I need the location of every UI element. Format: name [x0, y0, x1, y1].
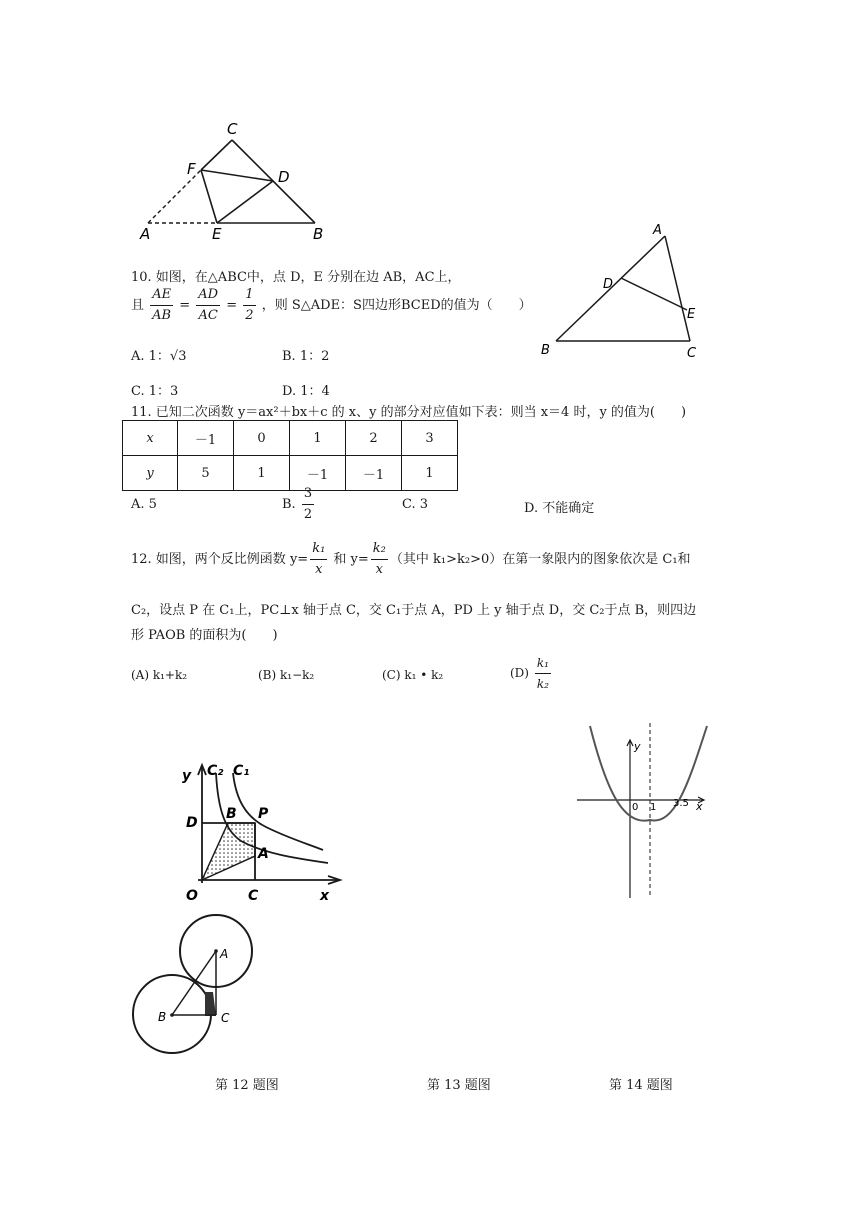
label-C: C — [221, 1011, 230, 1025]
axis-label-x: x — [320, 888, 330, 904]
label-D: D — [603, 277, 614, 292]
fig14-parabola-graph — [572, 718, 712, 900]
q12-d-num: k₁ — [535, 653, 551, 674]
curve-label-c2: C₂ — [207, 763, 224, 779]
q10-fraction-ae-ab — [150, 285, 173, 326]
fold-triangle-figure — [130, 118, 340, 243]
q10-eq2: = — [226, 298, 238, 313]
tick-label-three-five: 3.5 — [673, 798, 689, 809]
q12-f2-den: x — [375, 562, 384, 577]
q12-f2-num: k₂ — [371, 539, 388, 560]
q10-stem-line1: 10. 如图，在△ABC中，点 D，E 分别在边 AB，AC上， — [131, 270, 461, 285]
q12-option-d-label: (D) — [510, 666, 529, 680]
parabola-curve — [590, 726, 707, 821]
axis-label-y: y — [182, 768, 192, 784]
q12-stem-line1 — [131, 539, 691, 580]
q12-option-d-fraction — [535, 653, 551, 694]
label-O: O — [186, 888, 198, 904]
q12-d-den: k₂ — [536, 677, 549, 691]
axis-label-y: y — [634, 740, 641, 753]
q12-option-d — [510, 653, 553, 694]
q10-fraction-ad-ac — [196, 285, 220, 326]
label-B: B — [541, 343, 550, 358]
fig12-hyperbola-diagram — [178, 755, 358, 905]
label-B: B — [313, 225, 324, 243]
q11-option-c: C. 3 — [402, 497, 429, 512]
label-A: A — [140, 225, 151, 243]
q12-stem-post: （其中 k₁>k₂>0）在第一象限内的图象依次是 C₁和 — [389, 552, 691, 567]
tick-label-one: 1 — [650, 802, 657, 813]
table-cell: －1 — [178, 421, 234, 456]
label-B: B — [158, 1010, 167, 1024]
q10-option-a: A. 1：√3 — [131, 349, 187, 364]
q12-option-a: (A) k₁+k₂ — [131, 668, 188, 682]
caption-figure-12: 第 12 题图 — [215, 1078, 279, 1093]
label-E: E — [687, 307, 696, 322]
label-C: C — [687, 346, 697, 361]
table-cell: 1 — [290, 421, 346, 456]
curve-label-c1: C₁ — [233, 763, 250, 779]
table-cell: x — [123, 421, 178, 456]
table-cell: －1 — [346, 456, 402, 491]
q10-stem-line2 — [131, 285, 532, 326]
label-D: D — [186, 815, 198, 831]
label-D: D — [278, 168, 290, 186]
q10-option-d: D. 1：4 — [282, 384, 330, 399]
table-cell: 1 — [402, 456, 458, 491]
q11-option-a: A. 5 — [131, 497, 157, 512]
label-B: B — [226, 806, 237, 822]
table-row-x — [123, 421, 458, 456]
q12-stem-line3: 形 PAOB 的面积为( ) — [131, 628, 278, 643]
q10-fraction-half — [243, 285, 255, 326]
q10-stem-post: ，则 S△ADE：S四边形BCED的值为（ ） — [261, 298, 532, 313]
shaded-region — [205, 992, 216, 1016]
label-P: P — [258, 806, 269, 822]
q12-fraction-k1-x — [310, 539, 327, 580]
q10-f2-den: AC — [198, 308, 218, 323]
q12-option-b: (B) k₁−k₂ — [258, 668, 315, 682]
q10-stem-pre: 且 — [131, 298, 145, 313]
q10-f3-num: 1 — [243, 285, 255, 306]
q12-stem-mid: 和 y= — [329, 552, 369, 567]
q11-stem: 11. 已知二次函数 y＝ax²＋bx＋c 的 x、y 的部分对应值如下表：则当 x＝4 时，y 的值为( ) — [131, 405, 687, 420]
q10-f1-num: AE — [150, 285, 173, 306]
q11-b-den: 2 — [303, 507, 313, 522]
q10-eq1: = — [179, 298, 191, 313]
table-cell: 5 — [178, 456, 234, 491]
q10-triangle-figure — [535, 218, 715, 366]
label-C: C — [227, 120, 238, 138]
table-cell: 3 — [402, 421, 458, 456]
q11-value-table — [122, 420, 458, 491]
q12-f1-num: k₁ — [310, 539, 327, 560]
table-cell: 2 — [346, 421, 402, 456]
tick-label-zero: 0 — [632, 802, 639, 813]
label-A: A — [653, 223, 662, 238]
q11-option-b-label: B. — [282, 497, 296, 512]
label-F: F — [187, 160, 196, 178]
q11-option-d: D. 不能确定 — [524, 501, 595, 516]
q10-option-b: B. 1：2 — [282, 349, 330, 364]
table-cell: 1 — [234, 456, 290, 491]
label-A: A — [258, 846, 269, 862]
shaded-quadrilateral-paob — [202, 823, 255, 880]
table-cell: y — [123, 456, 178, 491]
q11-option-b — [282, 484, 316, 525]
q12-stem-line2: C₂，设点 P 在 C₁上，PC⊥x 轴于点 C，交 C₁于点 A，PD 上 y 轴于点 D，交 C₂于点 B，则四边 — [131, 603, 697, 618]
label-A: A — [220, 947, 229, 961]
caption-figure-13: 第 13 题图 — [427, 1078, 491, 1093]
table-cell: －1 — [290, 456, 346, 491]
q11-option-b-fraction — [302, 484, 314, 525]
q11-b-num: 3 — [302, 484, 314, 505]
q10-option-c: C. 1：3 — [131, 384, 179, 399]
q12-stem-pre: 12. 如图，两个反比例函数 y= — [131, 552, 309, 567]
axis-label-x: x — [696, 800, 703, 813]
q12-fraction-k2-x — [371, 539, 388, 580]
q10-f1-den: AB — [152, 308, 172, 323]
q12-option-c: (C) k₁ • k₂ — [382, 668, 444, 682]
caption-figure-14: 第 14 题图 — [609, 1078, 673, 1093]
label-E: E — [212, 225, 222, 243]
two-circles-figure — [130, 912, 270, 1062]
q12-f1-den: x — [315, 562, 323, 577]
table-cell: 0 — [234, 421, 290, 456]
q10-f3-den: 2 — [245, 308, 254, 323]
q10-f2-num: AD — [196, 285, 220, 306]
label-C: C — [248, 888, 259, 904]
